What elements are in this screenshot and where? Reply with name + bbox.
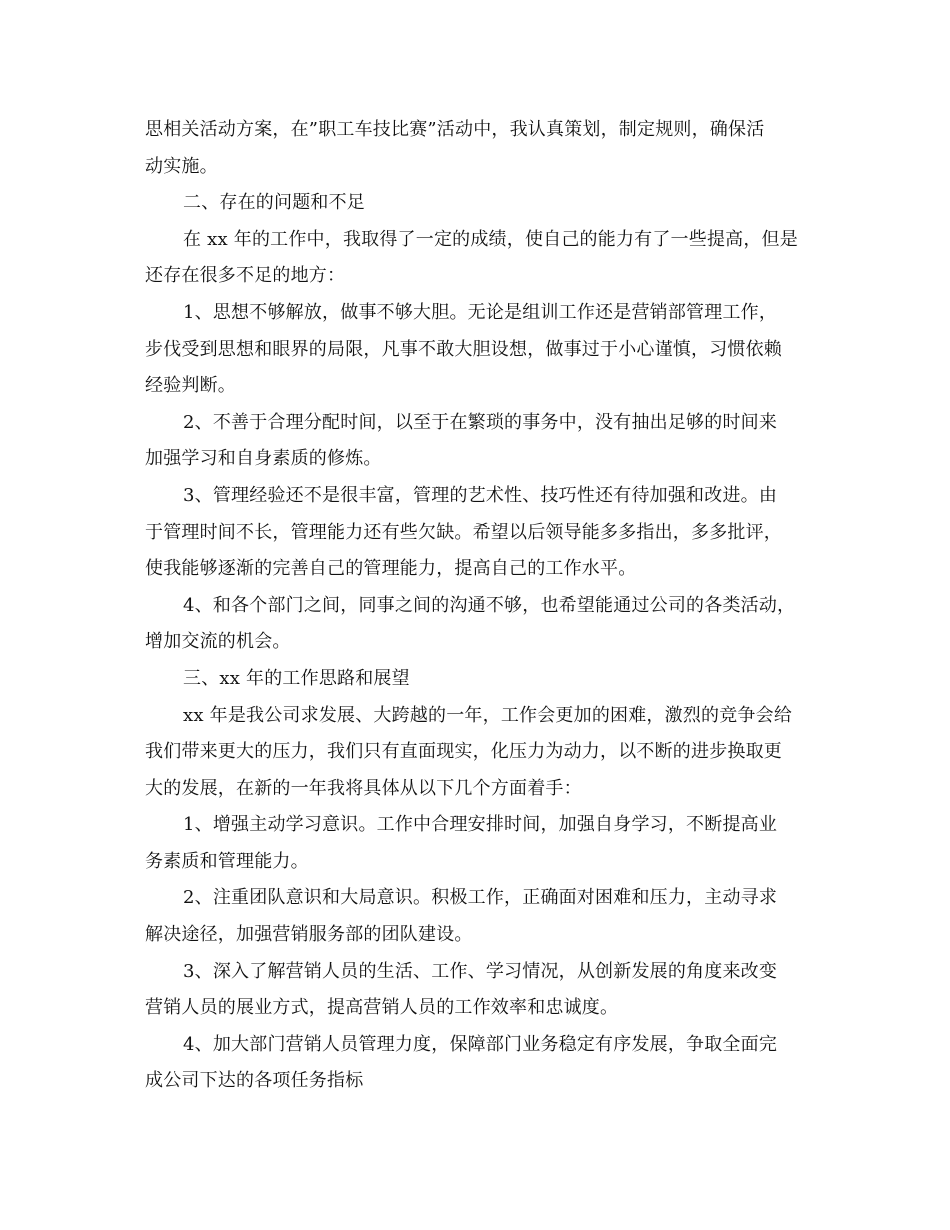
text-line: 解决途径，加强营销服务部的团队建设。	[145, 924, 473, 946]
paragraph-plan-4	[145, 1027, 815, 1100]
section-heading-outlook	[145, 661, 815, 698]
text-line: 我们带来更大的压力，我们只有直面现实，化压力为动力，以不断的进步换取更	[145, 741, 782, 763]
text-line: 步伐受到思想和眼界的局限，凡事不敢大胆设想，做事过于小心谨慎，习惯依赖	[145, 338, 782, 360]
paragraph-plan-1	[145, 807, 815, 880]
text-line: 务素质和管理能力。	[145, 850, 309, 872]
text-line: 3、深入了解营销人员的生活、工作、学习情况，从创新发展的角度来改变	[183, 960, 778, 982]
heading-line: 二、存在的问题和不足	[183, 192, 365, 214]
paragraph-shortcoming-2	[145, 405, 815, 478]
paragraph-plan-2	[145, 880, 815, 953]
text-line: 于管理时间不长，管理能力还有些欠缺。希望以后领导能多多指出，多多批评，	[145, 521, 782, 543]
section-heading-problems	[145, 185, 815, 222]
paragraph-plan-3	[145, 954, 815, 1027]
text-line: 使我能够逐渐的完善自己的管理能力，提高自己的工作水平。	[145, 558, 637, 580]
text-line: 1、增强主动学习意识。工作中合理安排时间，加强自身学习，不断提高业	[183, 814, 778, 836]
paragraph-shortcoming-3	[145, 478, 815, 588]
text-line: 4、加大部门营销人员管理力度，保障部门业务稳定有序发展，争取全面完	[183, 1033, 778, 1055]
text-line: xx 年是我公司求发展、大跨越的一年，工作会更加的困难，激烈的竞争会给	[183, 704, 793, 726]
text-line: 大的发展，在新的一年我将具体从以下几个方面着手：	[145, 777, 582, 799]
text-line: 增加交流的机会。	[145, 631, 291, 653]
paragraph-shortcoming-4	[145, 588, 815, 661]
paragraph-shortcoming-1	[145, 295, 815, 405]
paragraph-activity-plan	[145, 112, 815, 185]
text-line: 还存在很多不足的地方：	[145, 265, 346, 287]
text-line: 成公司下达的各项任务指标	[145, 1070, 364, 1092]
text-line: 在 xx 年的工作中，我取得了一定的成绩，使自己的能力有了一些提高，但是	[183, 228, 798, 250]
heading-line: 三、xx 年的工作思路和展望	[183, 667, 410, 689]
text-line: 2、不善于合理分配时间，以至于在繁琐的事务中，没有抽出足够的时间来	[183, 411, 778, 433]
text-line: 2、注重团队意识和大局意识。积极工作，正确面对困难和压力，主动寻求	[183, 887, 778, 909]
text-line: 动实施。	[145, 155, 218, 177]
text-line: 营销人员的展业方式，提高营销人员的工作效率和忠诚度。	[145, 997, 619, 1019]
text-line: 思相关活动方案，在”职工车技比赛”活动中，我认真策划，制定规则，确保活	[145, 119, 765, 140]
text-line: 4、和各个部门之间，同事之间的沟通不够，也希望能通过公司的各类活动，	[183, 594, 796, 616]
text-line: 1、思想不够解放，做事不够大胆。无论是组训工作还是营销部管理工作，	[183, 301, 778, 323]
paragraph-intro-shortcomings	[145, 222, 815, 295]
paragraph-outlook-intro	[145, 698, 815, 808]
text-line: 经验判断。	[145, 375, 236, 397]
text-line: 3、管理经验还不是很丰富，管理的艺术性、技巧性还有待加强和改进。由	[183, 484, 778, 506]
document-body	[145, 112, 815, 1100]
text-line: 加强学习和自身素质的修炼。	[145, 448, 382, 470]
